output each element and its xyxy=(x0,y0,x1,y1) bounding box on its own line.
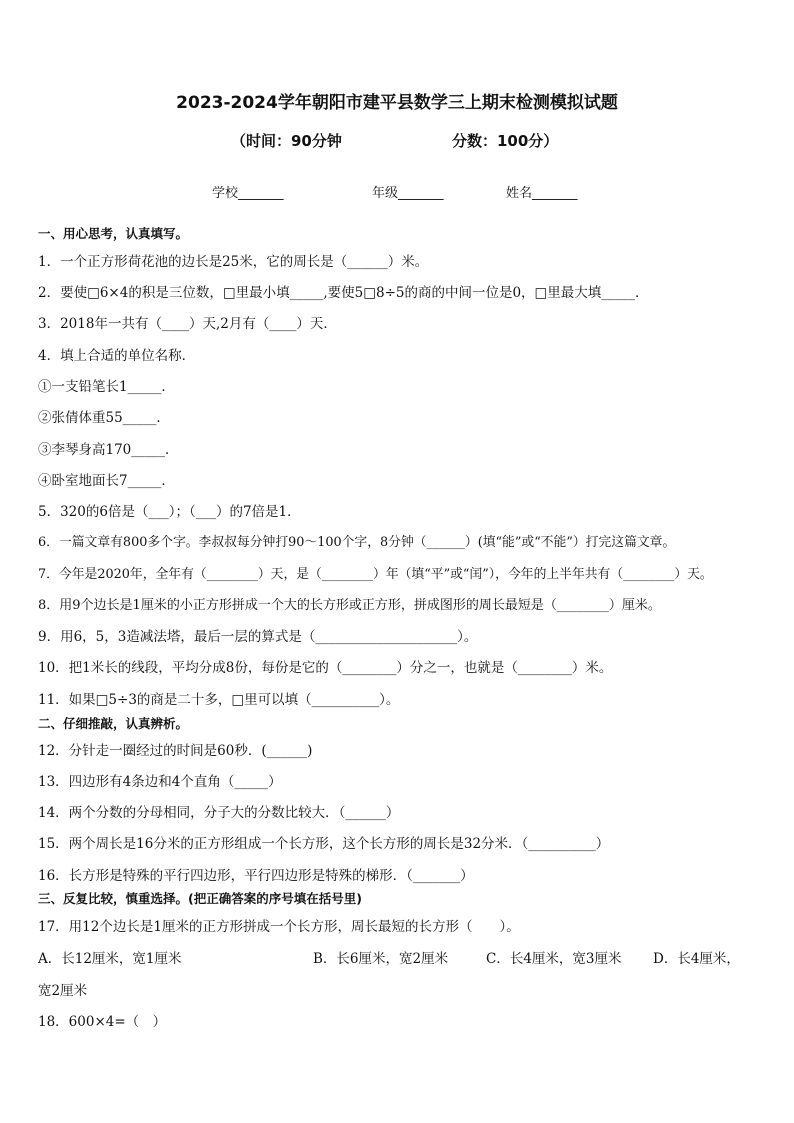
question-17: 17．用12个边长是1厘米的正方形拼成一个长方形，周长最短的长方形（ ）。 xyxy=(38,919,520,935)
question-4-item-2: ②张倩体重55_____． xyxy=(38,410,170,426)
name-field: 姓名_______ xyxy=(506,186,578,201)
exam-score: 分数：100分） xyxy=(452,132,559,150)
question-1: 1．一个正方形荷花池的边长是25米，它的周长是（______）米。 xyxy=(38,254,429,270)
question-6: 6．一篇文章有800多个字。李叔叔每分钟打90～100个字，8分钟（______）(填“能”或“不能”）打完这篇文章。 xyxy=(38,535,676,550)
question-10: 10．把1米长的线段，平均分成8份，每份是它的（________）分之一，也就是（________）米。 xyxy=(38,660,613,676)
section-2-heading: 二、仔细推敲，认真辨析。 xyxy=(38,716,189,731)
section-1-heading: 一、用心思考，认真填写。 xyxy=(38,226,189,241)
school-field: 学校_______ xyxy=(212,186,284,201)
question-3: 3．2018年一共有（____）天,2月有（____）天． xyxy=(38,316,337,332)
question-17-option-c: C．长4厘米，宽3厘米 xyxy=(486,951,622,967)
grade-field: 年级_______ xyxy=(372,186,444,201)
question-17-option-d-continued: 宽2厘米 xyxy=(38,983,88,999)
page-title: 2023-2024学年朝阳市建平县数学三上期末检测模拟试题 xyxy=(176,93,618,113)
question-4-item-4: ④卧室地面长7_____． xyxy=(38,473,175,489)
question-15: 15．两个周长是16分米的正方形组成一个长方形，这个长方形的周长是32分米．（__________） xyxy=(38,836,610,852)
question-5: 5．320的6倍是（___）；（___）的7倍是1． xyxy=(38,504,301,520)
question-9: 9．用6，5，3造减法塔，最后一层的算式是（_____________________）。 xyxy=(38,629,478,645)
question-17-option-d: D．长4厘米， xyxy=(653,951,740,967)
exam-time: （时间：90分钟 xyxy=(231,132,342,150)
section-3-heading: 三、反复比较，慎重选择。(把正确答案的序号填在括号里) xyxy=(38,891,362,906)
question-7: 7．今年是2020年，全年有（________）天，是（________）年（填“平”或“闰”），今年的上半年共有（________）天。 xyxy=(38,567,713,582)
question-14: 14．两个分数的分母相同，分子大的分数比较大．（______） xyxy=(38,805,400,821)
question-13: 13．四边形有4条边和4个直角（_____） xyxy=(38,774,282,790)
question-4-item-3: ③李琴身高170_____． xyxy=(38,442,179,458)
question-17-option-b: B．长6厘米，宽2厘米 xyxy=(313,951,449,967)
question-2: 2．要使□6×4的积是三位数，□里最小填_____,要使5□8÷5的商的中间一位是0，□里最大填_____． xyxy=(38,285,649,301)
question-16: 16．长方形是特殊的平行四边形，平行四边形是特殊的梯形．（_______） xyxy=(38,868,474,884)
question-11: 11．如果□5÷3的商是二十多，□里可以填（__________）。 xyxy=(38,692,400,708)
question-4-item-1: ①一支铅笔长1_____． xyxy=(38,379,175,395)
question-17-option-a: A．长12厘米，宽1厘米 xyxy=(38,951,182,967)
question-4: 4．填上合适的单位名称． xyxy=(38,348,196,364)
question-12: 12．分针走一圈经过的时间是60秒．(______) xyxy=(38,743,313,759)
question-18: 18．600×4=（ ） xyxy=(38,1014,167,1030)
question-8: 8．用9个边长是1厘米的小正方形拼成一个大的长方形或正方形，拼成图形的周长最短是（________）厘米。 xyxy=(38,598,661,613)
